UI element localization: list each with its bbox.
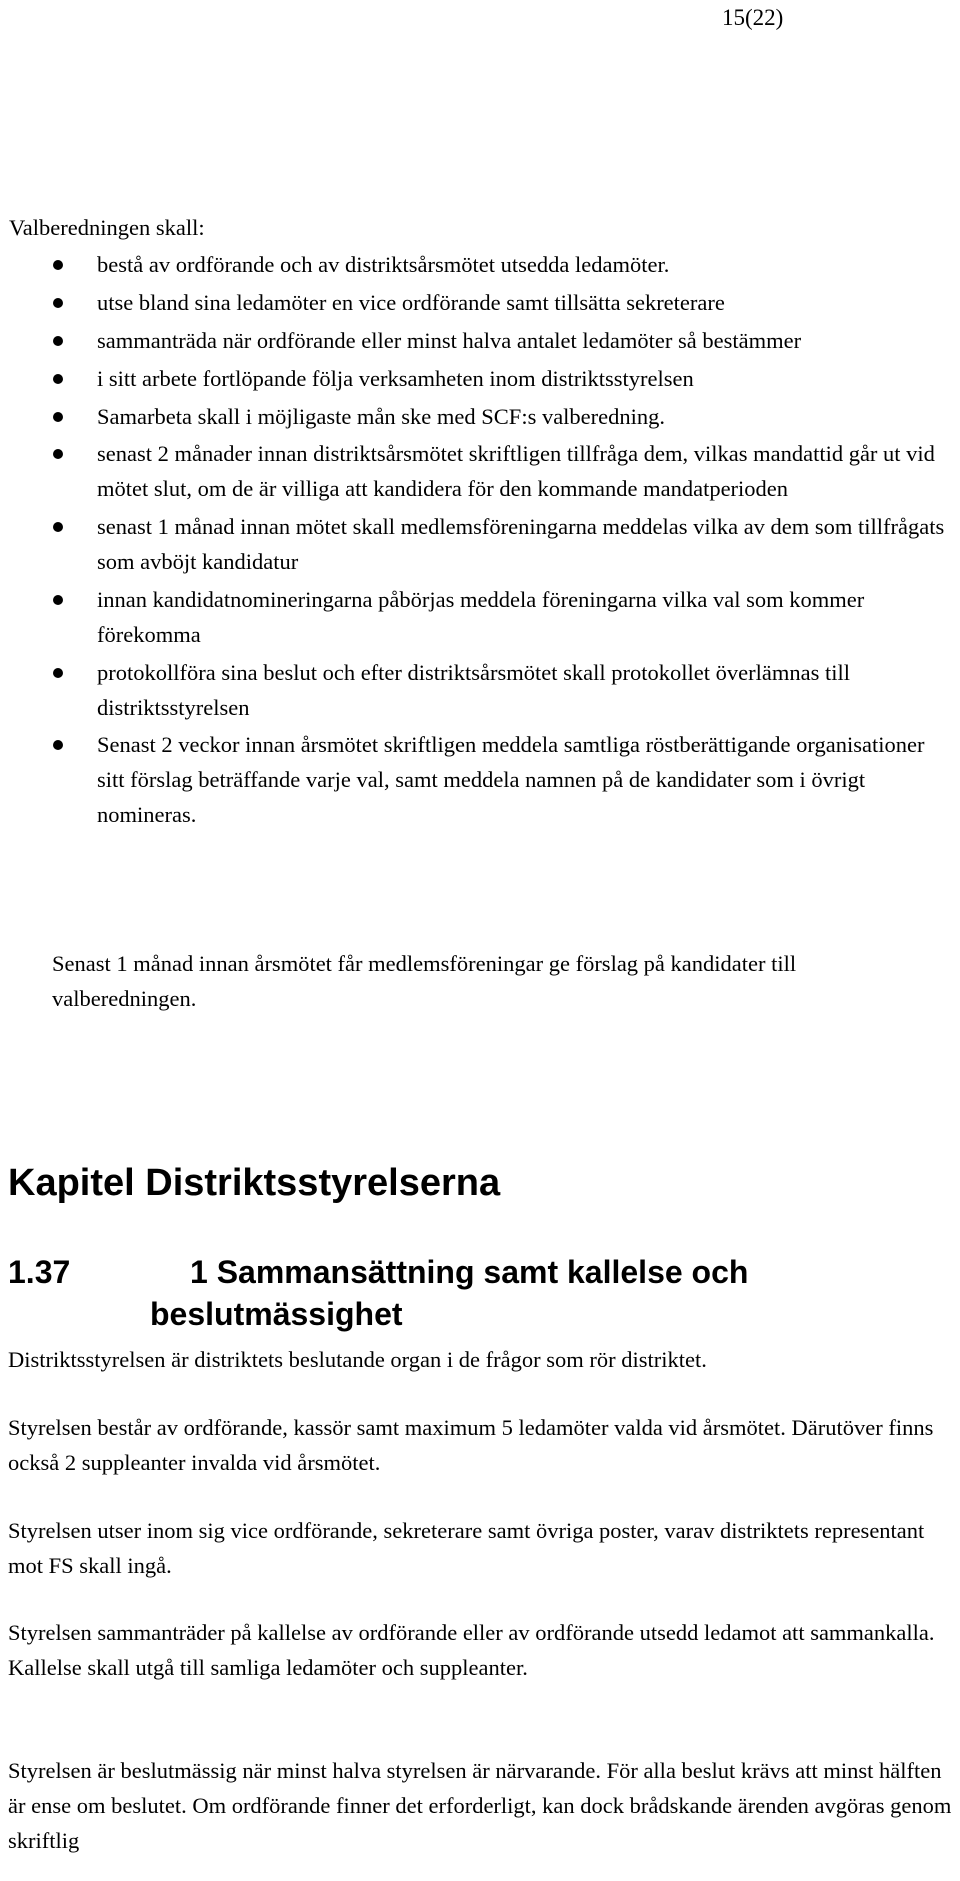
section-title-line2: beslutmässighet	[150, 1295, 403, 1332]
list-item	[48, 583, 953, 653]
bullet-icon	[53, 740, 63, 750]
paragraph: Distriktsstyrelsen är distriktets beslutande organ i de frågor som rör distriktet.	[8, 1347, 707, 1372]
list-item-text: senast 2 månader innan distriktsårsmötet skriftligen tillfråga dem, vilkas mandattid går ut vid mötet slut, om de är villiga att kandidera för den kommande mandatperioden	[97, 441, 935, 502]
valberedning-intro: Valberedningen skall:	[9, 215, 205, 240]
bullet-icon	[53, 522, 63, 532]
section-title-line1: Sammansättning samt kallelse och	[216, 1254, 749, 1290]
list-item	[48, 286, 953, 321]
paragraph: Styrelsen utser inom sig vice ordförande, sekreterare samt övriga poster, varav distriktets representant mot FS skall ingå.	[8, 1518, 925, 1578]
section-heading	[8, 1252, 908, 1335]
paragraph: Styrelsen består av ordförande, kassör samt maximum 5 ledamöter valda vid årsmötet. Därutöver finns också 2 suppleanter invalda vid årsmötet.	[8, 1415, 934, 1475]
list-item	[48, 324, 953, 359]
valberedning-closing: Senast 1 månad innan årsmötet får medlemsföreningar ge förslag på kandidater till valberedningen.	[52, 951, 797, 1011]
paragraph: Styrelsen är beslutmässig när minst halva styrelsen är närvarande. För alla beslut krävs att minst hälften är ense om beslutet. Om ordförande finner det erforderligt, kan dock brådskande ärenden avgöras genom skriftlig	[8, 1758, 952, 1853]
list-item	[48, 400, 953, 435]
section-number: 1.37	[8, 1254, 71, 1290]
list-item	[48, 248, 953, 283]
list-item-text: i sitt arbete fortlöpande följa verksamheten inom distriktsstyrelsen	[97, 365, 694, 391]
list-item	[48, 656, 953, 726]
list-item-text: Samarbeta skall i möjligaste mån ske med SCF:s valberedning.	[97, 403, 666, 429]
list-item-text: bestå av ordförande och av distriktsårsmötet utsedda ledamöter.	[97, 252, 670, 277]
list-item	[48, 510, 953, 580]
bullet-icon	[53, 412, 63, 422]
list-item-text: protokollföra sina beslut och efter distriktsårsmötet skall protokollet överlämnas till distriktsstyrelsen	[97, 659, 850, 720]
section-subnumber: 1	[190, 1254, 208, 1290]
list-item-text: innan kandidatnomineringarna påbörjas meddela föreningarna vilka val som kommer förekomma	[97, 586, 865, 647]
bullet-icon	[53, 298, 63, 308]
list-item-text: senast 1 månad innan mötet skall medlemsföreningarna meddelas vilka av dem som tillfrågats som avböjt kandidatur	[97, 514, 945, 574]
bullet-icon	[53, 374, 63, 384]
list-item-text: utse bland sina ledamöter en vice ordförande samt tillsätta sekreterare	[97, 289, 725, 315]
chapter-title: Kapitel Distriktsstyrelserna	[8, 1162, 501, 1204]
bullet-icon	[53, 668, 63, 678]
list-item-text: Senast 2 veckor innan årsmötet skriftligen meddela samtliga röstberättigande organisationer sitt förslag beträffande varje val, samt meddela namnen på de kandidater som i övrigt nomineras.	[97, 732, 925, 828]
list-item	[48, 362, 953, 397]
bullet-icon	[53, 336, 63, 346]
page-number: 15(22)	[722, 5, 784, 30]
bullet-icon	[53, 260, 63, 270]
bullet-icon	[53, 595, 63, 605]
list-item-text: sammanträda när ordförande eller minst halva antalet ledamöter så bestämmer	[97, 327, 802, 353]
paragraph: Styrelsen sammanträder på kallelse av ordförande eller av ordförande utsedd ledamot att sammankalla. Kallelse skall utgå till samliga ledamöter och suppleanter.	[8, 1620, 935, 1680]
list-item	[48, 437, 953, 507]
valberedning-list	[48, 248, 953, 836]
bullet-icon	[53, 449, 63, 459]
list-item	[48, 728, 953, 833]
